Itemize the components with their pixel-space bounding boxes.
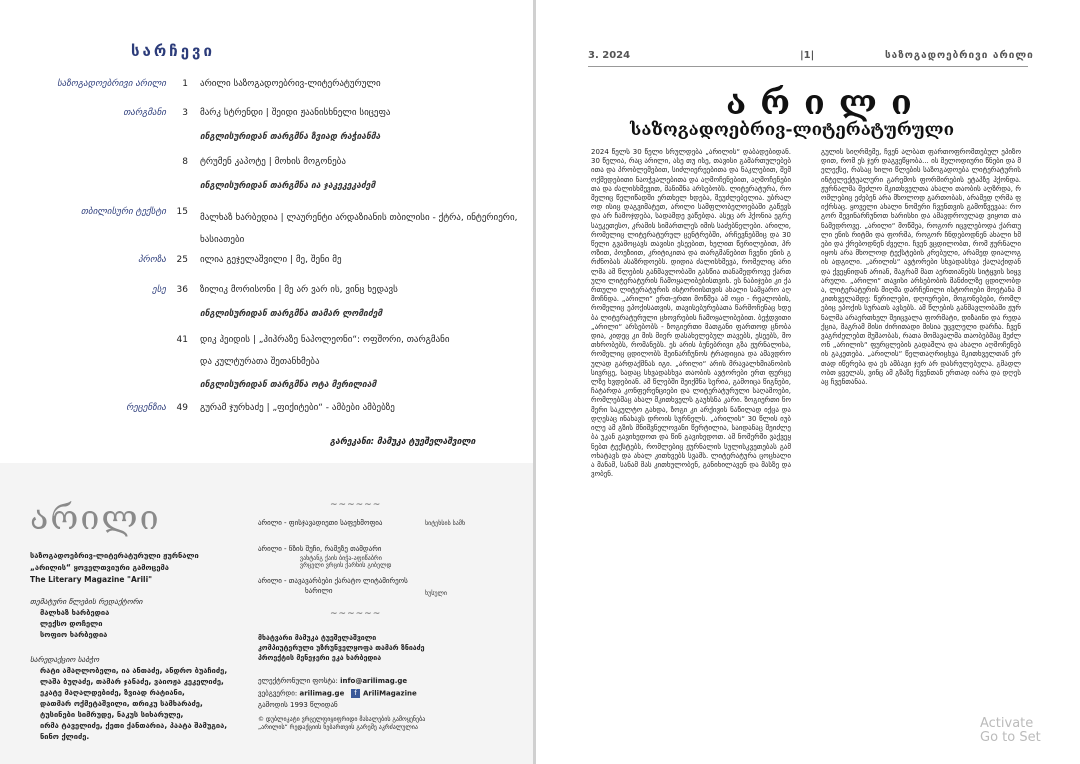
toc-section: თარგმანი — [123, 108, 166, 118]
ornament-divider: ~~~~~~ — [330, 500, 382, 510]
toc-row — [0, 108, 533, 142]
toc-row — [0, 207, 533, 245]
colophon-entry: არილი - თავავარბები ქარატო ლიტამირეოს — [258, 577, 408, 585]
editor-label: თემატური წლების რედაქტორი — [30, 597, 143, 606]
editor-name: მალხაზ ხარბედია — [40, 608, 110, 617]
article-column-2: გულის სიღრმემე, ჩვენ ალბათ ფართოფრომთებულ ეპიზოდით, რომ ეს ჯერ დაგვეწყობა... ის მელოდიური წნები და მელექსე, რასაც ხილი წლების საზოგადოება ლიტერატურის ინტელექტუალური გარემოს ფორმირების ეტაპზე ჰქონდა. ჟურნალმა შეძლო მკითხველთა ახალი თაობის აღზრდა, რომლებიც ეძებენ არა მხოლოდ გართობას, არამედ ღრმა ფიქრსაც. ყოველი ახალი ნომერი ჩვენთვის გამოწვევაა: როგორ შევინარჩუნოთ ხარისხი და ამავდროულად ვიყოთ თანამედროვე. „არილი“ მოწმეა, როგორ იცვლებოდა ქართული ენის რიტმი და ფორმა, როგორ ჩნდებოდნენ ახალი ხმები და ქრებოდნენ ძველი. ჩვენ ვცდილობთ, რომ ჟურნალი იყოს არა მხოლოდ ტექსტების კრებული, არამედ დიალოგის ადგილი. „არილის“ ავტორები სხვადასხვა ქალაქიდან და ქვეყნიდან არიან, მაგრამ მათ აერთიანებს სიტყვის სიყვარული. „არილი“ თავისი არსებობის მანძილზე ცდილობდა, ლიტერატურის მიღმა დარჩენილი ისტორიები მოეტანა მკითხველამდე: წერილები, დღიურები, მოგონებები, რომლებიც ეპოქის სურათს ავსებს. ამ წლების განმავლობაში ჟურნალმა არაერთხელ შეიცვალა ფორმატი, დიზაინი და რედაქცია, მაგრამ მისი ძირითადი მისია უცვლელი დარჩა. ჩვენ ვაგრძელებთ მუშაობას, რათა მომავალმა თაობებმაც შეძლონ „არილის“ ფურცლების გადაშლა და ახალი აღმოჩენების გაკეთება. „არილის“ წელთაღრიცხვა მკითხველთან ერთად იწერება და ეს ამბავი ჯერ არ დასრულებულა. გმადლობთ ყველას, ვინც ამ გზაზე ჩვენთან ერთად იარა და დღესაც ჩვენთანაა. — [821, 148, 1021, 387]
copyright-line: „არილის“ რედაქციის ნებართვის გარეშე აკრძალულია — [258, 724, 418, 731]
toc-entry: დიკ ჰეიდის | „ჰიჰრაზე ნაპოლეონი“: ოფშორი, თარგმანი — [200, 335, 450, 345]
colophon-note: ხუსული — [425, 590, 448, 597]
site-label: ვებგვერდი: — [258, 689, 298, 698]
toc-page-number: 49 — [176, 403, 188, 413]
table-of-contents — [0, 0, 533, 463]
colophon-entry: არილი - ნზის შუჩი, რამეზე თამდარი — [258, 545, 382, 553]
issue-number: 3. 2024 — [588, 50, 631, 61]
toc-section: პროზა — [138, 255, 166, 265]
toc-row — [0, 285, 533, 319]
watermark-line: Activate — [980, 716, 1034, 731]
running-header: საზოგადოებრივი არილი — [885, 50, 1034, 61]
cover-credit: გარეკანი: მამუკა ტუეშელაშვილი — [330, 437, 476, 447]
toc-row — [0, 403, 533, 425]
board-line: ტუსინები სიმრუდე, ნაკუს სიხარულე, — [40, 710, 184, 719]
toc-page-number: 3 — [182, 108, 188, 118]
toc-entry: მალხაზ ხარბედია | ლაურენტი არდაზიანის თბილისი - ქტრა, ინტერიერი, ხასიათები — [200, 213, 518, 245]
left-page — [0, 0, 533, 764]
board-line: ეკატე მაღალდებიძე, ზვიად რატიანი, — [40, 688, 185, 697]
toc-translator: ინგლისურიდან თარგმნა ოტა მერილიამ — [200, 380, 377, 390]
toc-section: რეცენზია — [126, 403, 166, 413]
article-subtitle: საზოგადოებრივ-ლიტერატურული — [630, 120, 954, 140]
credit-line: პროექტის მენეჯერი ეკა ხარბედია — [258, 654, 382, 662]
article-title: არილი — [726, 83, 926, 123]
toc-row — [0, 335, 533, 390]
board-line: ლაშა ბუღაძე, თამარ ჯანაძე, ვაიოჟა კეკელიძე, — [40, 677, 224, 686]
arili-logo: არილი — [30, 498, 161, 538]
toc-page-number: 36 — [176, 285, 188, 295]
header-rule — [588, 66, 1028, 67]
contact-website — [258, 689, 417, 698]
toc-row — [0, 157, 533, 191]
magazine-subtitle: „არილის“ ყოველთვიური გამოცემა — [30, 563, 169, 572]
toc-translator: ინგლისურიდან თარგმნა თამარ ლომიძემ — [200, 309, 383, 319]
toc-page-number: 25 — [176, 255, 188, 265]
toc-entry: ილია გეჯელაშვილი | მე, შენი მე — [200, 255, 342, 265]
board-line: დათმარ ოქმეტაშვილი, თრიკუ სამხარაძე, — [40, 699, 203, 708]
email-label: ელექტრონული ფოსტა: — [258, 677, 338, 685]
contact-email — [258, 677, 407, 685]
toc-page-number: 8 — [182, 157, 188, 167]
magazine-english-title: The Literary Magazine "Arili" — [30, 575, 153, 584]
facebook-handle[interactable]: AriliMagazine — [363, 689, 417, 698]
toc-translator: ინგლისურიდან თარგმნა ია ჯაკეკეკაძემ — [200, 181, 376, 191]
credit-line: მხატვარი მამუკა ტუეშელაშვილი — [258, 634, 377, 642]
colophon-note: სიტეხსის სამხ — [425, 520, 466, 527]
toc-entry-cont: და კულტურათა შეთანხმება — [200, 357, 320, 367]
watermark-line: Go to Set — [980, 730, 1041, 745]
founded-line: გამოდის 1993 წლიდან — [258, 701, 338, 709]
article-column-1: 2024 წელს 30 წელი სრულდება „არილის“ დაბადებიდან. 30 წელია, რაც არილი, ასე თუ ისე, თავისი გამართულებებითა და პრობლემებით, სიძლიერეებითა და ნაკლებით, შემოქმედებითი ნაოჭვალებითა და აღმოჩენებით, აღმოჩენებითა და ძალისხმევით, მანიშნა არსებობს. ლიტერატურა, რომელიც წელიწადში ერთხელ ხდება, შეუძლებელია. უბრალოდ ისიც დაგვიმატეთ, არილი სამფლობელოებაში გაწევს და არ ჩამოჯდება, სადამდე ვაწებდა. ასეც არ ჰქონია ეგრე საუკეთესო, კრამის სიმართლეს იმის საძებნელები. არილი, რომელიც ლიტერატურულ ცენტრებში, არჩევნებშიც და 30 წელი გვამოცავს თავისი ესეებით, ხელით წერილებით, პროზით, პოეზიით, კრიტიკითა და თარგმანებით ჩვენი ენის გრძნობას ასაზრდოებს. დიდია ძალისხმევა, რომელიც არილმა ამ წლების განმავლობაში გასწია თანამედროვე ქართული ლიტერატურის ჩამოყალიბებისთვის. ეს ნაბიჯები კი ქართული ლიტერატურის ისტორიისთვის ახალი სამყარო აღმოჩნდა. „არილი“ ერთ-ერთი მოწმეა ამ ოცი - რეალობის, რომელიც ეპოქისათვის, თავისებურებათა წარმოჩენაც ხდება ლიტერატურული ცხოვრების ჩამოყალიბებით. ბეჭდვითი „არილი“ არსებობს - ზოგიერთი მათგანი ფართოდ ცნობადია, კიდეც კი მის მიერ დასახელებულ თავებს, ესეებს, მოთხრობებს, რომანებს. ეს არის ბუნებრივი გზა ჟურნალისა, რომელიც ცდილობს შეინარჩუნოს ტრადიცია და ამავდროულად გარდაქმნას იგი. „არილი“ არის მრავალხმიანობის სივრცე, სადაც სხვადასხვა თაობის ავტორები ერთ ფურცელზე ხვდებიან. ამ წლებში შეიქმნა სერია, გამოიცა წიგნები, ჩატარდა კონფერენციები და ლიტერატურული საღამოები, რომლებმაც ახალ მკითხველს გაუხსნა კარი. ზოგიერთი ნომერი საკულტო გახდა, ზოგი კი არქივის ნაწილად იქცა და დღესაც ინახავს დროის სურნელს. „არილის“ 30 წლის იუბილე ამ გზის მნიშვნელოვანი წერტილია, საიდანაც შეიძლება უკან გავიხედოთ და წინ გავიხედოთ. ამ ნომერში ვაქვეყნებთ ტექსტებს, რომლებიც ჟურნალის სულისკვეთებას გამოხატავს და ახალ კითხვებს სვამს. ლიტერატურა ცოცხალია მანამ, სანამ მას კითხულობენ, განიხილავენ და მასზე დავობენ. — [591, 148, 791, 479]
toc-row — [0, 79, 533, 101]
email-value[interactable]: info@arilimag.ge — [340, 677, 408, 685]
board-line: ირმა ტაველიძე, ქეთი ქანთარია, პაატა შამუგია, — [40, 721, 228, 730]
toc-section: თბილისური ტექსტი — [80, 207, 166, 217]
board-line: რატი ამაღლობელი, ია ანთაძე, ანდრო ბუაჩიძე, — [40, 666, 228, 675]
colophon-note: ვახტანგ ქაის ბიჭა-აფიწაბრი — [300, 555, 382, 562]
facebook-icon: f — [351, 689, 360, 698]
toc-title: სარჩევი — [131, 42, 215, 60]
board-label: სარედაქციო საბჭო — [30, 655, 100, 664]
toc-row — [0, 255, 533, 277]
toc-page-number: 15 — [176, 207, 188, 217]
ornament-divider: ~~~~~~ — [330, 609, 382, 619]
toc-translator: ინგლისურიდან თარგმნა ზვიად რაჭიანმა — [200, 132, 381, 142]
toc-page-number: 1 — [182, 79, 188, 89]
toc-entry: ზილიკ მორისონი | მე არ ვარ ის, ვინც ხედავს — [200, 285, 398, 295]
os-watermark — [980, 717, 1041, 745]
copyright-line: © დუბლიკატი ვრცელფიყიფრიდი მასალების გამოყენება — [258, 716, 426, 723]
colophon-entry-cont: ხარილი — [305, 587, 333, 595]
toc-section: ესე — [152, 285, 166, 295]
toc-entry: მარკ სტრენდი | შეიდი ჟაანისხნელი სიცეფა — [200, 108, 391, 118]
board-line: ნინო ქლიძე. — [40, 732, 90, 741]
editor-name: სოფიო ხარბედია — [40, 630, 108, 639]
magazine-descriptor: საზოგადოებრივ-ლიტერატურული ჟურნალი — [30, 551, 199, 560]
colophon-note: ვრცელი ვრცის ქარხის გიბელდ — [300, 562, 392, 569]
credit-line: კომპიუტერული უზრუნველყოფა თამარ ზნიაძე — [258, 644, 425, 652]
toc-entry: გურამ ჯურხაძე | „ფიქიტები“ - ამბები ამბებზე — [200, 403, 395, 413]
page-number: |1| — [800, 50, 815, 61]
toc-entry: ტრუმენ კაპოტე | მოხის მოგონება — [200, 157, 346, 167]
site-value[interactable]: arilimag.ge — [299, 689, 345, 698]
colophon-entry: არილი - ფისჯავადიეთი საფეხმოფია — [258, 519, 383, 527]
toc-section: საზოგადოებრივი არილი — [57, 79, 166, 89]
toc-entry: არილი საზოგადოებრივ-ლიტერატურული — [200, 79, 381, 89]
toc-page-number: 41 — [176, 335, 188, 345]
editor-name: ლექსო დოჩელი — [40, 619, 103, 628]
